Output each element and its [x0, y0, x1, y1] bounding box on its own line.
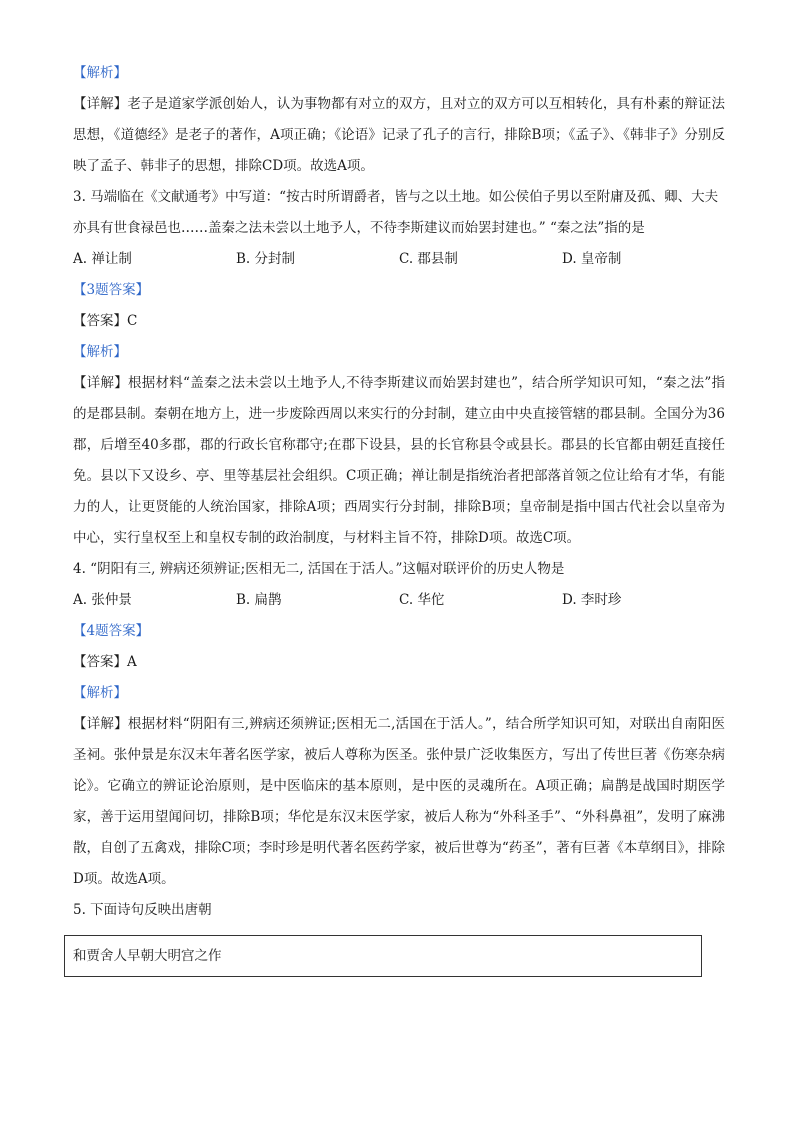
question-3-analysis-label: 【解析】 [73, 344, 127, 360]
poem-title: 和贾舍人早朝大明宫之作 [73, 948, 222, 964]
poem-title-box [64, 935, 702, 977]
option-b: B. 分封制 [236, 251, 296, 267]
question-4-detail: 【详解】根据材料“阴阳有三,辨病还须辨证;医相无二,活国在于活人。”，结合所学知识可知，对联出自南阳医圣祠。张仲景是东汉末年著名医学家，被后人尊称为医圣。张仲景广泛收集医方，写出了传世巨著《伤寒杂病论》。它确立的辨证论治原则，是中医临床的基本原则，是中医的灵魂所在。A项正确；扁鹊是战国时期医学家，善于运用望闻问切，排除B项；华佗是东汉末医学家，被后人称为“外科圣手”、“外科鼻祖”，发明了麻沸散，自创了五禽戏，排除C项；李时珍是明代著名医药学家，被后世尊为“药圣”，著有巨著《本草纲目》，排除D项。故选A项。 [73, 716, 725, 887]
option-a: A. 禅让制 [73, 251, 132, 267]
option-c: C. 郡县制 [399, 251, 458, 267]
question-4-analysis-label: 【解析】 [73, 685, 127, 701]
option-b: B. 扁鹊 [236, 592, 282, 608]
question-3-answer-tag: 【3题答案】 [73, 282, 150, 298]
document-page [73, 58, 725, 977]
question-4-stem: 4. “阴阳有三, 辨病还须辨证;医相无二, 活国在于活人。”这幅对联评价的历史人物是 [73, 561, 565, 577]
question-5-stem: 5. 下面诗句反映出唐朝 [73, 902, 212, 918]
question-3-detail: 【详解】根据材料“盖秦之法未尝以土地予人,不待李斯建议而始罢封建也”，结合所学知识可知，“秦之法”指的是郡县制。秦朝在地方上，进一步废除西周以来实行的分封制，建立由中央直接管辖的郡县制。全国分为36郡，后增至40多郡，郡的行政长官称郡守;在郡下设县，县的长官称县令或县长。郡县的长官都由朝廷直接任免。县以下又设乡、亭、里等基层社会组织。C项正确；禅让制是指统治者把部落首领之位让给有才华，有能力的人，让更贤能的人统治国家，排除A项；西周实行分封制，排除B项；皇帝制是指中国古代社会以皇帝为中心，实行皇权至上和皇权专制的政治制度，与材料主旨不符，排除D项。故选C项。 [73, 375, 725, 546]
option-d: D. 李时珍 [562, 592, 622, 608]
option-a: A. 张仲景 [73, 592, 132, 608]
option-d: D. 皇帝制 [562, 251, 622, 267]
detail-paragraph: 【详解】老子是道家学派创始人，认为事物都有对立的双方，且对立的双方可以互相转化，具有朴素的辩证法思想，《道德经》是老子的著作，A项正确；《论语》记录了孔子的言行，排除B项；《孟子》、《韩非子》分别反映了孟子、韩非子的思想，排除CD项。故选A项。 [73, 96, 725, 174]
question-3-stem: 3. 马端临在《文献通考》中写道：“按古时所谓爵者，皆与之以土地。如公侯伯子男以至附庸及孤、卿、大夫亦具有世食禄邑也……盖秦之法未尝以土地予人，不待李斯建议而始罢封建也。” “秦之法”指的是 [73, 189, 719, 236]
question-3-options [73, 244, 725, 275]
option-c: C. 华佗 [399, 592, 445, 608]
question-4-answer: 【答案】A [73, 654, 137, 670]
question-4-options [73, 585, 725, 616]
question-4-answer-tag: 【4题答案】 [73, 623, 150, 639]
analysis-label: 【解析】 [73, 65, 127, 81]
question-3-answer: 【答案】C [73, 313, 138, 329]
